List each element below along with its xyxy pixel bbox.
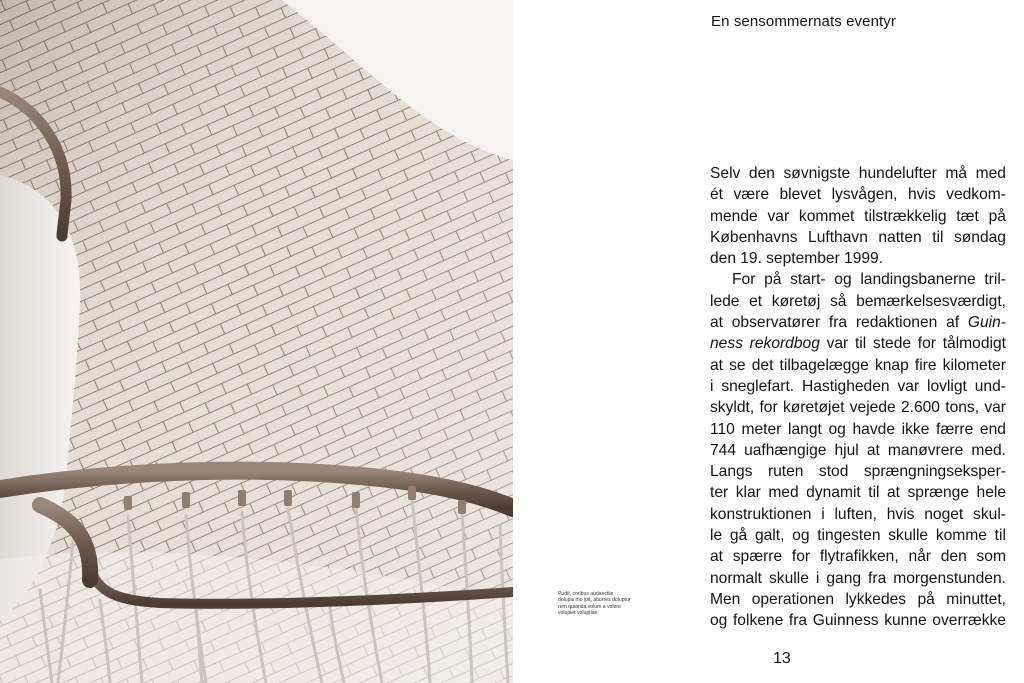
body-text	[710, 163, 1006, 632]
text-line: den 19. september 1999.	[710, 250, 884, 268]
text-line: at spærre for flytrafikken, når den som	[710, 548, 1006, 566]
text-line: 110 meter langt og havde ikke færre end	[710, 420, 1006, 438]
page-number: 13	[773, 650, 791, 667]
text-line: mende var kommet tilstrækkelig tæt på	[710, 207, 1006, 225]
text-line: at observatører fra redaktionen af Guin-	[710, 314, 1006, 332]
text-line: at se det tilbagelægge knap fire kilometer	[710, 356, 1006, 374]
text-line: ét være blevet lysvågen, hvis vedkom-	[710, 186, 1006, 204]
text-line: og folkene fra Guinness kunne overrække	[710, 612, 1006, 630]
text-line: ter klar med dynamit til at sprænge hele	[710, 484, 1006, 502]
text-line: lede et køretøj så bemærkelsesværdigt,	[710, 292, 1006, 310]
caption-line: rem quianda volum a volore	[558, 603, 621, 610]
text-line: normalt skulle i gang fra morgenstunden.	[710, 569, 1006, 587]
text-line: Men operationen lykkedes på minuttet,	[710, 590, 1006, 608]
caption-line: dolupis mo ipit, aborres doluptur	[558, 597, 631, 604]
text-line: i sneglefart. Hastigheden var lovligt und-	[710, 377, 1006, 395]
text-line: konstruktionen i luften, hvis noget skul-	[710, 505, 1006, 523]
text-line: For på start- og landingsbanerne tril-	[732, 271, 1006, 289]
photo-caption	[558, 591, 668, 617]
caption-line: volupiet voluptiae	[558, 610, 598, 617]
text-line: le gå galt, og tingesten skulle komme til	[710, 527, 1006, 545]
running-head: En sensommernats eventyr	[711, 13, 896, 30]
text-line: Langs ruten stod sprængningseksper-	[710, 463, 1006, 481]
text-line: skyldt, for køretøjet vejede 2.600 tons, var	[710, 399, 1006, 417]
text-line: 744 uafhængige hjul at manøvrere med.	[710, 441, 1006, 459]
text-line: ness rekordbog var til stede for tålmodigt	[710, 335, 1006, 353]
text-line: Selv den søvnigste hundelufter må med	[710, 165, 1006, 182]
text-line: Københavns Lufthavn natten til søndag	[710, 228, 1006, 246]
caption-line: Pudit, coribus audaectiis	[558, 591, 614, 597]
